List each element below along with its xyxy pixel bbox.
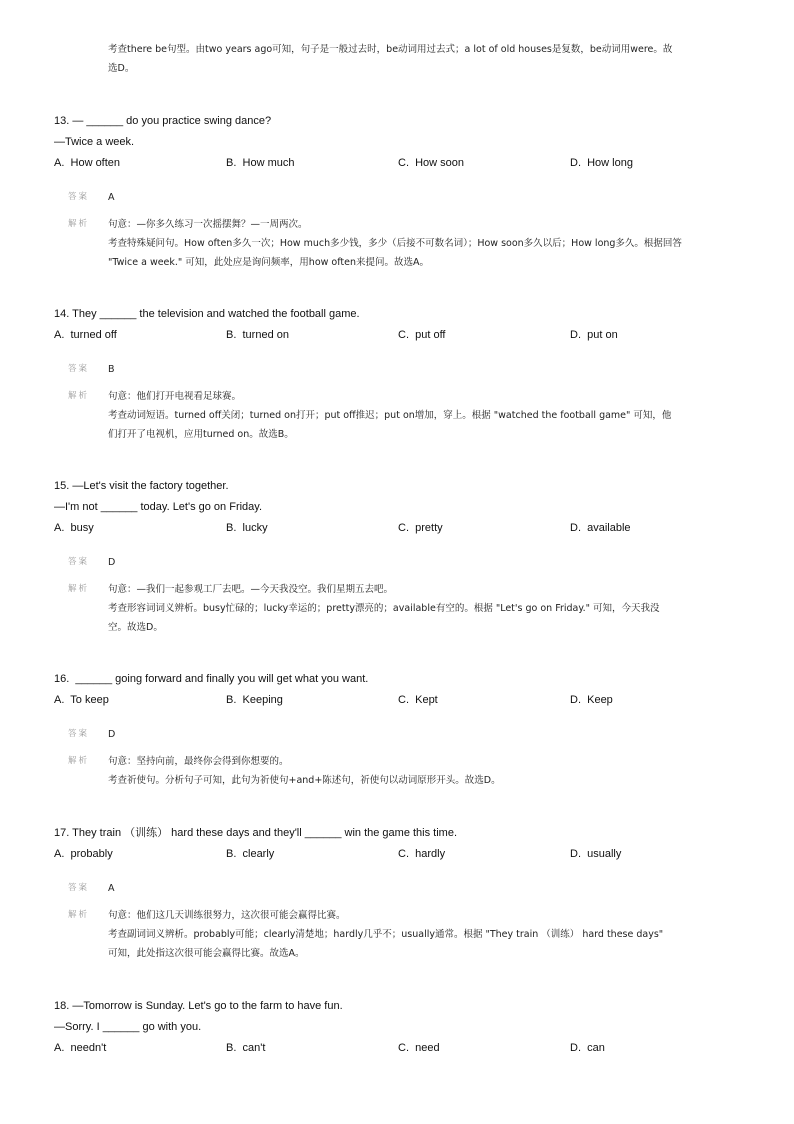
analysis-line: 句意：他们这几天训练很努力，这次很可能会赢得比赛。 — [108, 910, 346, 921]
analysis-line: 可知，此处指这次很可能会赢得比赛。故选A。 — [108, 948, 305, 959]
question-15 — [54, 476, 754, 637]
analysis-tag: 解析 — [68, 584, 90, 594]
analysis-line: 句意：—我们一起参观工厂去吧。—今天我没空。我们星期五去吧。 — [108, 584, 394, 595]
answer-value: A — [108, 883, 115, 894]
answer-value: B — [108, 364, 115, 375]
analysis-line: "Twice a week." 可知，此处应是询问频率，用how often来提问。故选A。 — [108, 257, 430, 268]
option-c: C. pretty — [398, 522, 443, 534]
option-d: D. can — [570, 1042, 605, 1054]
answer-block — [54, 188, 754, 272]
question-stem: 14. They ______ the television and watched the football game. — [54, 308, 360, 320]
analysis-tag: 解析 — [68, 756, 90, 766]
option-a: A. busy — [54, 522, 94, 534]
question-stem: —Twice a week. — [54, 136, 135, 148]
option-b: B. turned on — [226, 329, 289, 341]
analysis-text — [108, 215, 724, 272]
analysis-line: 句意：坚持向前，最终你会得到你想要的。 — [108, 756, 289, 767]
options-row — [54, 844, 754, 865]
analysis-tag: 解析 — [68, 391, 90, 401]
answer-tag: 答案 — [68, 192, 90, 202]
question-17 — [54, 823, 754, 963]
options-row — [54, 1038, 754, 1059]
question-stem: —I'm not ______ today. Let's go on Friday. — [54, 501, 263, 513]
options-row — [54, 325, 754, 346]
analysis-text — [108, 387, 724, 444]
analysis-tag: 解析 — [68, 219, 90, 229]
option-a: A. To keep — [54, 694, 109, 706]
option-b: B. can't — [226, 1042, 266, 1054]
options-row — [54, 153, 754, 174]
option-c: C. hardly — [398, 848, 446, 860]
previous-question-explanation — [108, 40, 728, 78]
answer-tag: 答案 — [68, 557, 90, 567]
analysis-text — [108, 580, 724, 637]
answer-block — [54, 553, 754, 637]
analysis-line: 考查副词词义辨析。probably可能；clearly清楚地；hardly几乎不；usually通常。根据 "They train （训练） hard these days" — [108, 929, 664, 940]
explanation-line: 选D。 — [108, 63, 135, 74]
analysis-line: 考查祈使句。分析句子可知，此句为祈使句+and+陈述句，祈使句以动词原形开头。故选D。 — [108, 775, 501, 786]
option-a: A. needn't — [54, 1042, 107, 1054]
answer-value: D — [108, 729, 116, 740]
question-stem: 15. —Let's visit the factory together. — [54, 480, 229, 492]
option-d: D. Keep — [570, 694, 613, 706]
analysis-text — [108, 752, 724, 790]
options-row — [54, 518, 754, 539]
option-d: D. How long — [570, 157, 633, 169]
option-c: C. How soon — [398, 157, 465, 169]
answer-tag: 答案 — [68, 364, 90, 374]
answer-tag: 答案 — [68, 883, 90, 893]
option-d: D. put on — [570, 329, 618, 341]
question-13 — [54, 111, 754, 272]
question-14 — [54, 304, 754, 444]
option-c: C. put off — [398, 329, 446, 341]
question-18 — [54, 996, 754, 1059]
question-stem: 13. — ______ do you practice swing dance? — [54, 115, 272, 127]
question-stem: 17. They train （训练） hard these days and they'll ______ win the game this time. — [54, 827, 457, 839]
question-stem: 18. —Tomorrow is Sunday. Let's go to the farm to have fun. — [54, 1000, 343, 1012]
question-16 — [54, 669, 754, 790]
answer-value: D — [108, 557, 116, 568]
analysis-line: 句意：—你多久练习一次摇摆舞？—一周两次。 — [108, 219, 308, 230]
explanation-line: 考查there be句型。由two years ago可知，句子是一般过去时，be动词用过去式；a lot of old houses是复数，be动词用were。故 — [108, 44, 673, 55]
analysis-line: 们打开了电视机，应用turned on。故选B。 — [108, 429, 294, 440]
option-c: C. Kept — [398, 694, 438, 706]
option-a: A. How often — [54, 157, 121, 169]
options-row — [54, 690, 754, 711]
option-a: A. turned off — [54, 329, 117, 341]
option-b: B. clearly — [226, 848, 275, 860]
question-stem: —Sorry. I ______ go with you. — [54, 1021, 202, 1033]
option-d: D. usually — [570, 848, 622, 860]
question-stem: 16. ______ going forward and finally you will get what you want. — [54, 673, 369, 685]
option-b: B. Keeping — [226, 694, 283, 706]
option-d: D. available — [570, 522, 631, 534]
answer-value: A — [108, 192, 115, 203]
analysis-line: 句意：他们打开电视看足球赛。 — [108, 391, 242, 402]
option-a: A. probably — [54, 848, 113, 860]
answer-block — [54, 879, 754, 963]
option-b: B. How much — [226, 157, 295, 169]
analysis-tag: 解析 — [68, 910, 90, 920]
analysis-text — [108, 906, 724, 963]
option-b: B. lucky — [226, 522, 268, 534]
analysis-line: 考查形容词词义辨析。busy忙碌的；lucky幸运的；pretty漂亮的；available有空的。根据 "Let's go on Friday." 可知，今天我没 — [108, 603, 660, 614]
answer-block — [54, 360, 754, 444]
answer-block — [54, 725, 754, 790]
answer-tag: 答案 — [68, 729, 90, 739]
option-c: C. need — [398, 1042, 440, 1054]
analysis-line: 考查动词短语。turned off关闭；turned on打开；put off推迟；put on增加，穿上。根据 "watched the football game" 可知，他 — [108, 410, 672, 421]
analysis-line: 考查特殊疑问句。How often多久一次；How much多少钱，多少（后接不可数名词）；How soon多久以后；How long多久。根据回答 — [108, 238, 682, 249]
analysis-line: 空。故选D。 — [108, 622, 163, 633]
